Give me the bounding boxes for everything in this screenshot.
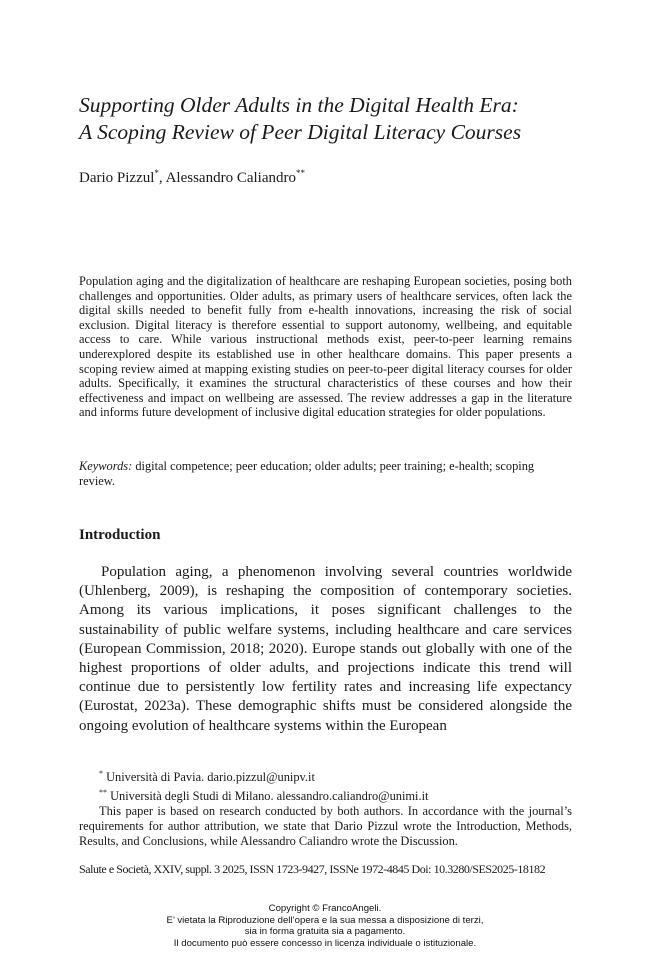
copyright-line: Copyright © FrancoAngeli. (268, 903, 382, 914)
footnote-text: Università degli Studi di Milano. alessandro.caliandro@unimi.it (107, 789, 429, 803)
article-title-line-2: A Scoping Review of Peer Digital Literacy Courses (79, 120, 522, 144)
keywords-text: digital competence; peer education; older adults; peer training; e-health; scoping review. (79, 459, 535, 488)
author-name: Alessandro Caliandro (165, 170, 296, 186)
abstract: Population aging and the digitalization of healthcare are reshaping European societies, posing both challenges and opportunities. Older adults, as primary users of healthcare services, often lack the digital skills needed to benefit fully from e-health innovations, increasing the risk of social exclusion. Digital literacy is therefore essential to support autonomy, wellbeing, and equitable access to care. While various instructional methods exist, peer-to-peer learning remains underexplored despite its established use in other healthcare domains. This paper presents a scoping review aimed at mapping existing studies on peer-to-peer digital literacy courses for older adults. Specifically, it examines the structural characteristics of these courses and how their effectiveness and impact on wellbeing are assessed. The review addresses a gap in the literature and informs future development of inclusive digital education strategies for older populations. (79, 274, 572, 420)
copyright-line: sia in forma gratuita sia a pagamento. (244, 926, 406, 937)
footnote-author-contribution: This paper is based on research conducted by both authors. In accordance with the journal’s requirements for author attribution, we state that Dario Pizzul wrote the Introduction, Methods, Results, and Conclusions, while Alessandro Caliandro wrote the Discussion. (79, 804, 572, 848)
copyright-notice (0, 903, 650, 949)
author-name: Dario Pizzul (79, 170, 155, 186)
keywords (79, 459, 572, 489)
footnotes (79, 766, 572, 849)
copyright-line: Il documento può essere concesso in licenza individuale o istituzionale. (173, 937, 477, 949)
author-footnote-mark: * (154, 168, 159, 178)
author-separator: , (158, 170, 166, 186)
introduction-paragraph: Population aging, a phenomenon involving several countries worldwide (Uhlenberg, 2009), is reshaping the composition of contemporary societies. Among its various implications, it poses significant challenges to the sustainability of public welfare systems, including healthcare and care services (European Commission, 2018; 2020). Europe stands out globally with one of the highest proportions of older adults, and projections indicate this trend will continue due to persistently low fertility rates and increasing life expectancy (Eurostat, 2023a). These demographic shifts must be considered alongside the ongoing evolution of healthcare systems within the European (79, 564, 572, 734)
article-title (79, 92, 599, 146)
footnote-text: Università di Pavia. dario.pizzul@unipv.it (103, 770, 315, 784)
keywords-label: Keywords: (79, 459, 133, 473)
author-list (79, 163, 305, 188)
copyright-line: E’ vietata la Riproduzione dell’opera e la sua messa a disposizione di terzi, (166, 914, 484, 926)
footnote-affiliation (79, 766, 572, 785)
footnote-mark: * (99, 769, 103, 778)
footnote-mark: ** (99, 788, 107, 797)
section-heading-introduction: Introduction (79, 527, 161, 543)
journal-citation-line: Salute e Società, XXIV, suppl. 3 2025, ISSN 1723-9427, ISSNe 1972-4845 Doi: 10.3280/SES2025-18182 (79, 862, 546, 876)
footnote-affiliation (79, 785, 572, 804)
article-title-line-1: Supporting Older Adults in the Digital Health Era: (79, 93, 519, 117)
author-footnote-mark: ** (295, 168, 305, 178)
